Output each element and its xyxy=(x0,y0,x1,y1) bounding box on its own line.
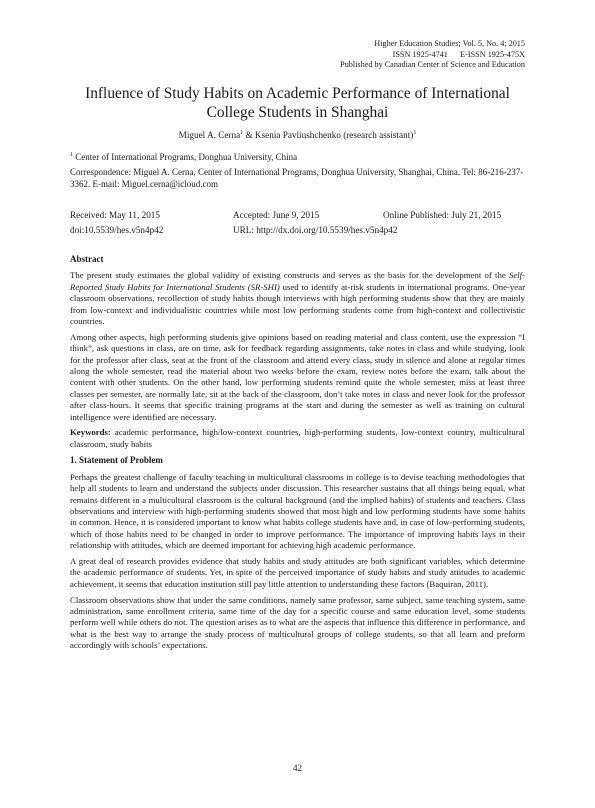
abstract-paragraph: Among other aspects, high performing students give opinions based on reading material and class content, use the expression “I think”, ask questions in class, are on time, ask for feedback regarding assignments, take notes in class and while studying, look for the professor after class, seat at the front of the classroom and attend every class, study in silence and alone at regular times along the whole semester, read the material about two weeks before the exam, review notes before the exam, talk about the content with other students. On the other hand, low performing students remind quite the whole semester, miss at least three classes per semester, are normally late, sit at the back of the classroom, don’t take notes in class and never look for the professor after class-hours. It seems that specific training programs at the start and during the semester as well as training on cultural intelligence were identified are necessary. xyxy=(70,331,525,422)
author-affiliation-mark: 1 xyxy=(240,130,244,136)
paper-title: Influence of Study Habits on Academic Performance of International College Students in Shanghai xyxy=(85,85,510,121)
published-date: Online Published: July 21, 2015 xyxy=(383,210,502,220)
affiliation xyxy=(70,149,525,163)
keywords-text: academic performance, high/low-context countries, high-performing students, low-context country, multicultural classroom, study habits xyxy=(70,427,525,449)
journal-line: Higher Education Studies; Vol. 5, No. 4; 2015 xyxy=(374,39,525,48)
journal-header xyxy=(340,39,525,71)
abstract-italic-text: Self-Reported Study Habits for International Students (SR-SHI) xyxy=(70,270,525,292)
keywords-label: Keywords: xyxy=(70,427,111,438)
body-paragraph: Perhaps the greatest challenge of faculty teaching in multicultural classrooms in college is to devise teaching methodologies that help all students to learn and understand the subjects under discussion. This researcher sustains that all things being equal, what remains different in a multicultural classroom is the cultural background (and the implied habits) of students and teachers. Class observations and interview with high-performing students showed that most high and low performing students have some habits in common. Hence, it is considered important to know what habits college students have and, in case of low-performing students, which of those habits need to be changed in order to improve performance. The importance of improving habits lays in their relationship with attitudes, which are deemed important for achieving high academic performance. xyxy=(70,471,525,551)
body-paragraph: Classroom observations show that under the same conditions, namely same professor, same subject, same teaching system, same administration, same enrollment criteria, same time of the day for a specific course and same education level, some students perform well while others do not. The question arises as to what are the aspects that influence this difference in performance, and what is the best way to arrange the study process of multicultural groups of college students, so that all learn and preform accordingly with schools’ expectations. xyxy=(70,594,525,651)
body-paragraph: A great deal of research provides evidence that study habits and study attitudes are both significant variables, which determine the academic performance of students. Yet, in spite of the perceived importance of study habits and study attitudes to academic achievement, it seems that education institution still pay little attention to understanding these factors (Baquiran, 2011). xyxy=(70,555,525,589)
keywords xyxy=(70,427,525,450)
abstract-text: The present study estimates the global validity of existing constructs and serves as the basis for the development of the xyxy=(70,270,509,281)
author-name: Miguel A. Cerna xyxy=(178,130,241,141)
author-line xyxy=(70,130,525,140)
abstract-paragraph xyxy=(70,270,525,327)
author-name: Ksenia Pavliushchenko (research assistant) xyxy=(254,130,414,141)
affiliation-text: Center of International Programs, Donghua University, China xyxy=(73,152,298,162)
received-date: Received: May 11, 2015 xyxy=(70,210,160,220)
author-separator: & xyxy=(243,130,255,141)
section-heading: 1. Statement of Problem xyxy=(70,455,163,466)
page-number: 42 xyxy=(293,763,302,773)
publisher-line: Published by Canadian Center of Science and Education xyxy=(340,60,525,70)
author-affiliation-mark: 1 xyxy=(413,130,417,136)
accepted-date: Accepted: June 9, 2015 xyxy=(233,210,320,220)
body-text xyxy=(70,254,525,656)
abstract-heading: Abstract xyxy=(70,254,104,264)
doi: doi:10.5539/hes.v5n4p42 xyxy=(70,225,164,235)
issn-line: ISSN 1925-4741 E-ISSN 1925-475X xyxy=(392,49,525,59)
abstract-text: used to identify at-risk students in international programs. One-year classroom observations, recollection of study habits though interviews with high performing students show that they are mainly from low-context and individualistic countries while most low performing students come from high-context and collectivistic countries. xyxy=(70,281,525,327)
correspondence: Correspondence: Miguel A. Cerna, Center of International Programs, Donghua University, Shanghai, China. Tel: 86-216-237-3362. E-mail: Miguel.cerna@icloud.com xyxy=(70,167,524,190)
affiliation-mark: 1 xyxy=(70,152,73,158)
doi-url[interactable]: URL: http://dx.doi.org/10.5539/hes.v5n4p42 xyxy=(233,225,398,235)
